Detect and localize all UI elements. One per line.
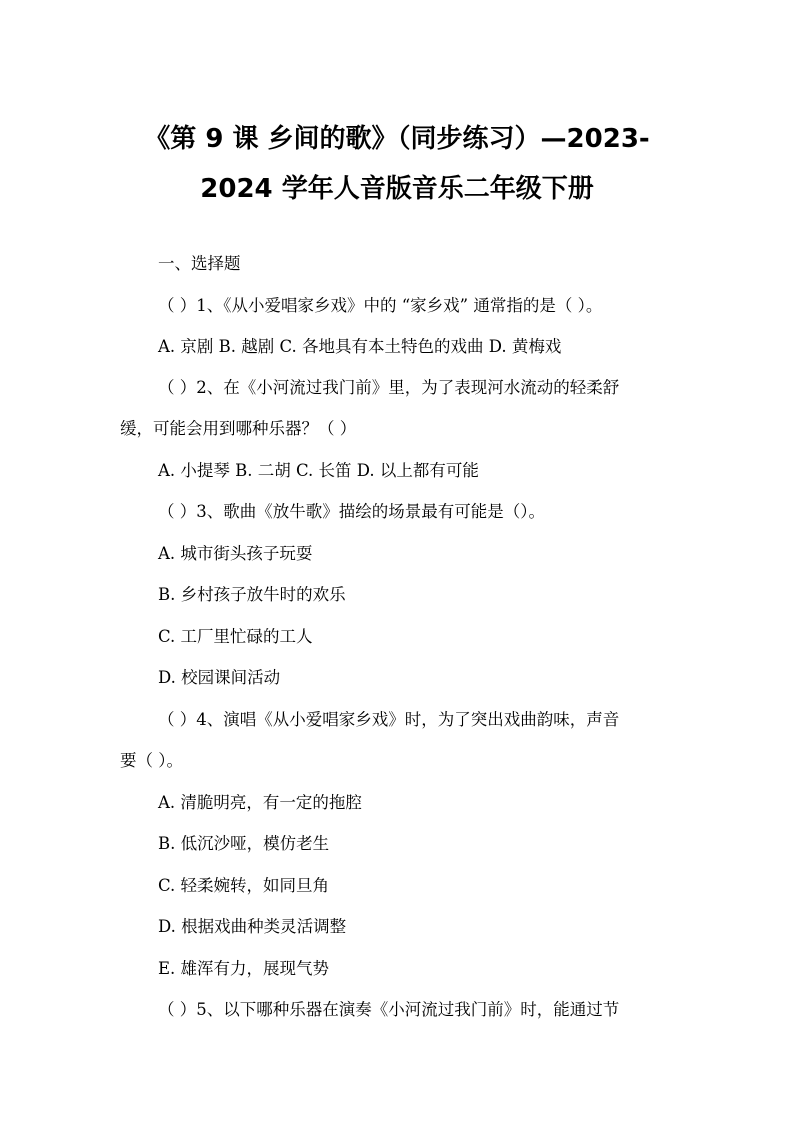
page-title-line-1: 《第 9 课 乡间的歌》（同步练习）—2023- (144, 124, 650, 154)
question-5-text: （ ）5、以下哪种乐器在演奏《小河流过我门前》时，能通过节 (158, 1000, 620, 1019)
question-2-text-line-2: 缓，可能会用到哪种乐器？（ ） (120, 419, 357, 438)
question-2-options: A. 小提琴 B. 二胡 C. 长笛 D. 以上都有可能 (158, 461, 479, 480)
question-4-text-line-2: 要（ ）。 (120, 751, 183, 770)
question-3-option-a: A. 城市街头孩子玩耍 (158, 544, 313, 563)
question-4-option-b: B. 低沉沙哑，模仿老生 (158, 834, 330, 853)
question-4-option-c: C. 轻柔婉转，如同旦角 (158, 876, 330, 895)
question-3-option-b: B. 乡村孩子放牛时的欢乐 (158, 585, 346, 604)
question-3-option-d: D. 校园课间活动 (158, 668, 281, 687)
question-3-option-c: C. 工厂里忙碌的工人 (158, 627, 313, 646)
question-2-text-line-1: （ ）2、在《小河流过我门前》里，为了表现河水流动的轻柔舒 (158, 378, 620, 397)
question-4-text-line-1: （ ）4、演唱《从小爱唱家乡戏》时，为了突出戏曲韵味，声音 (158, 710, 620, 729)
question-3-text: （ ）3、歌曲《放牛歌》描绘的场景最有可能是（）。 (158, 502, 545, 521)
question-4-option-d: D. 根据戏曲种类灵活调整 (158, 917, 347, 936)
question-1-options: A. 京剧 B. 越剧 C. 各地具有本土特色的戏曲 D. 黄梅戏 (158, 337, 562, 356)
question-1-text: （ ）1、《从小爱唱家乡戏》中的 “家乡戏” 通常指的是（ ）。 (158, 296, 603, 315)
question-4-option-a: A. 清脆明亮，有一定的拖腔 (158, 793, 362, 812)
section-heading: 一、选择题 (158, 254, 241, 273)
question-4-option-e: E. 雄浑有力，展现气势 (158, 959, 330, 978)
page-title-line-2: 2024 学年人音版音乐二年级下册 (200, 174, 594, 204)
